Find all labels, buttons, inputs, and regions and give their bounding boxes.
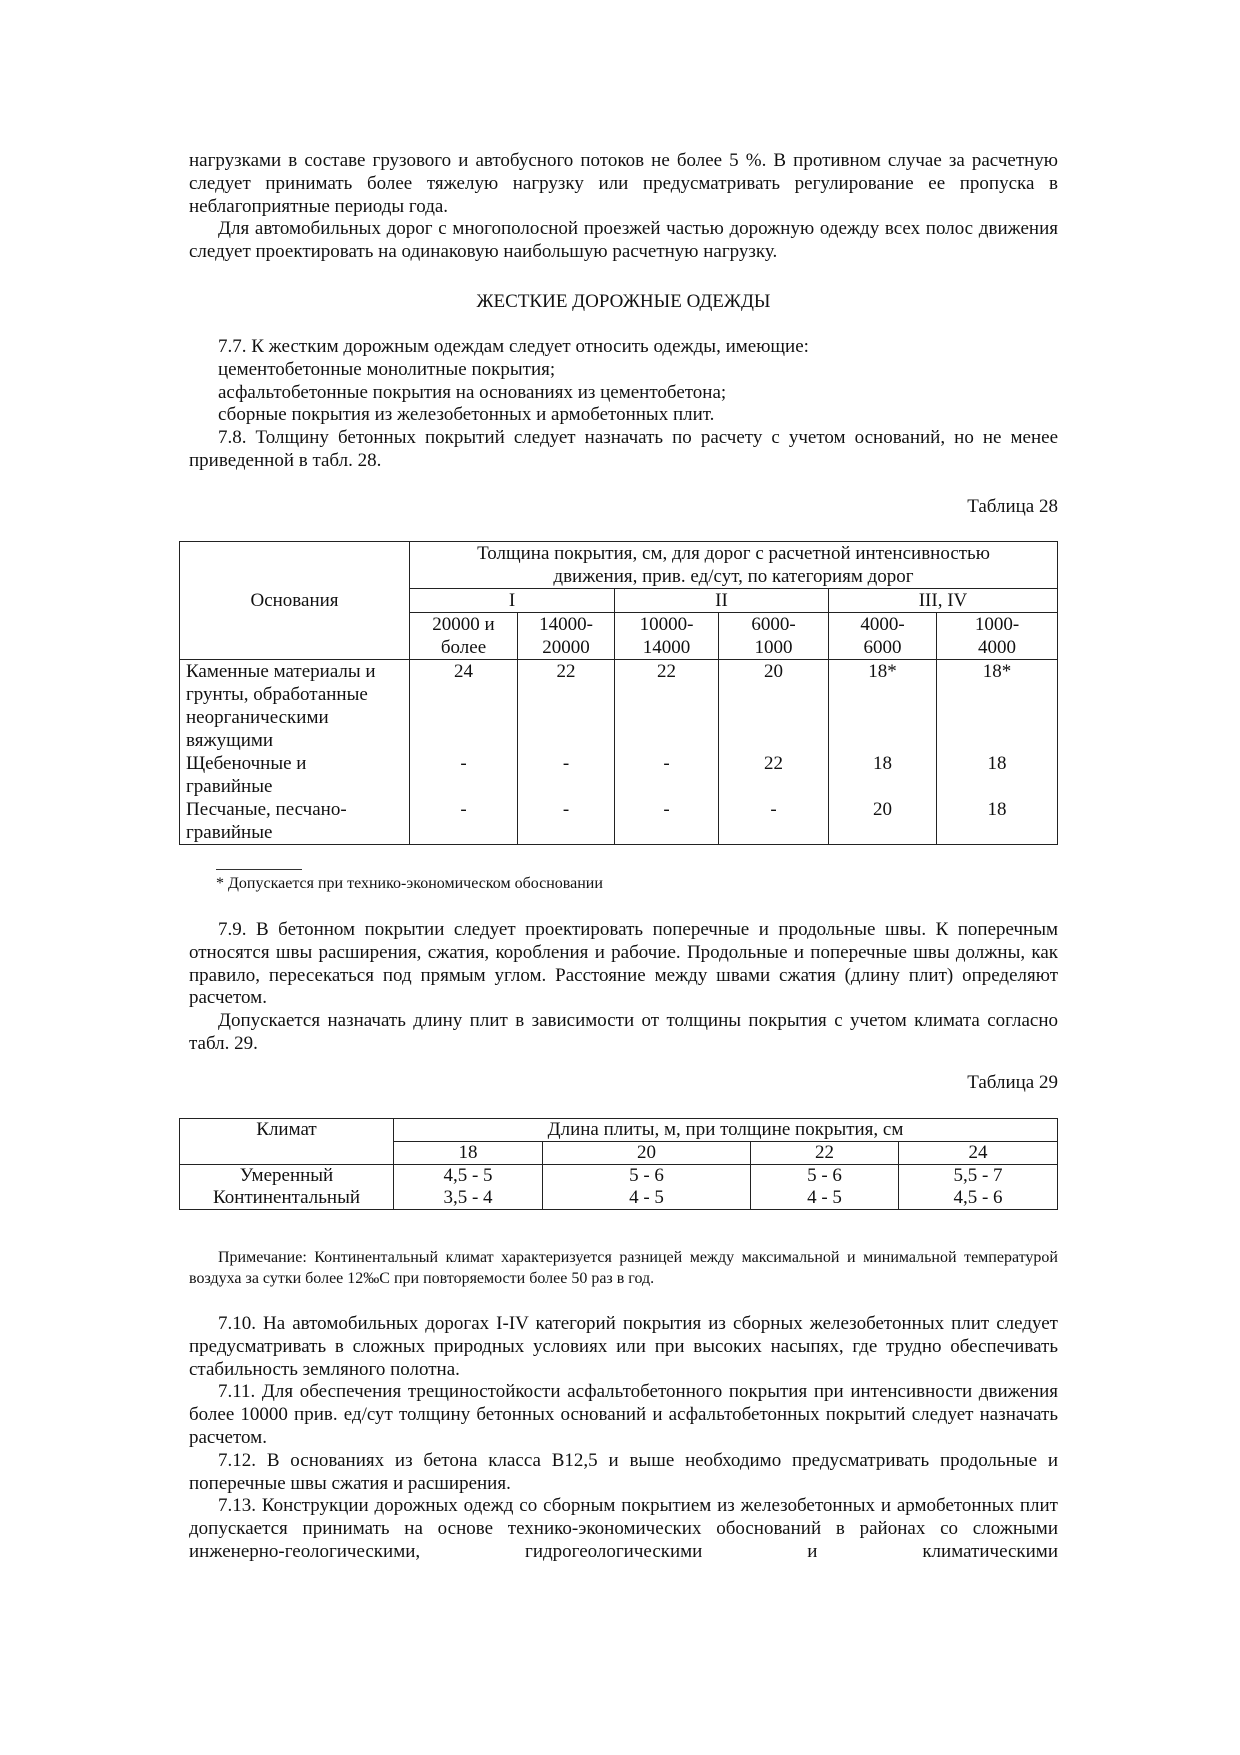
paragraph-slab-length: Допускается назначать длину плит в зависимости от толщины покрытия с учетом климата согласно табл. 29. xyxy=(189,1010,1058,1054)
table-29 xyxy=(179,1118,1058,1210)
clause-7-13: 7.13. Конструкции дорожных одежд со сборным покрытием из железобетонных и армобетонных плит допускается принимать на основе технико-экономических обоснований в районах со сложными инженерно-геологическими, гидрогеологическими и климатическими xyxy=(189,1495,1058,1562)
column-header: 6000- 1000 xyxy=(719,613,829,660)
table-row xyxy=(180,798,1058,845)
column-header: 14000- 20000 xyxy=(518,613,615,660)
column-header: 18 xyxy=(394,1142,543,1165)
table-cell: 18* xyxy=(937,660,1058,753)
table-cell: 22 xyxy=(719,752,829,798)
table-cell: 5,5 - 7 xyxy=(899,1165,1058,1188)
column-header: 4000- 6000 xyxy=(829,613,937,660)
table-28-group-header: Толщина покрытия, см, для дорог с расчетной интенсивностью движения, прив. ед/сут, по категориям дорог xyxy=(410,542,1058,589)
table-cell: 18 xyxy=(937,798,1058,845)
table-cell: 18* xyxy=(829,660,937,753)
table-row xyxy=(180,1187,1058,1210)
paragraph-load-note: нагрузками в составе грузового и автобусного потоков не более 5 %. В противном случае за расчетную следует принимать более тяжелую нагрузку или предусматривать регулирование ее пропуска в неблагоприятные периоды года. xyxy=(189,150,1058,217)
table-cell: 4 - 5 xyxy=(751,1187,899,1210)
paragraph-multilane: Для автомобильных дорог с многополосной проезжей частью дорожную одежду всех полос движения следует проектировать на одинаковую наибольшую расчетную нагрузку. xyxy=(189,218,1058,263)
table-cell: 20 xyxy=(719,660,829,753)
table-cell: 5 - 6 xyxy=(543,1165,751,1188)
row-label: Щебеночные и гравийные xyxy=(180,752,410,798)
table-cell: - xyxy=(719,798,829,845)
intro-text xyxy=(189,150,1058,264)
category-header: II xyxy=(615,589,829,613)
table-29-caption: Таблица 29 xyxy=(967,1072,1058,1093)
clause-7-9 xyxy=(189,919,1058,1056)
table-28-caption: Таблица 28 xyxy=(967,496,1058,517)
clause-7-8: 7.8. Толщину бетонных покрытий следует назначать по расчету с учетом оснований, но не менее приведенной в табл. 28. xyxy=(189,427,1058,471)
clause-7-10: 7.10. На автомобильных дорогах I-IV категорий покрытия из сборных железобетонных плит следует предусматривать в сложных природных условиях или при высоких насыпях, где трудно обеспечивать стабильность земляного полотна. xyxy=(189,1313,1058,1380)
table-cell: 18 xyxy=(829,752,937,798)
column-header: 24 xyxy=(899,1142,1058,1165)
table-28 xyxy=(179,541,1058,845)
table-cell: - xyxy=(615,798,719,845)
table-row xyxy=(180,752,1058,798)
table-cell: - xyxy=(615,752,719,798)
clauses-7-10-to-7-13 xyxy=(189,1313,1058,1564)
clause-7-12: 7.12. В основаниях из бетона класса В12,5 и выше необходимо предусматривать продольные и поперечные швы сжатия и расширения. xyxy=(189,1449,1058,1494)
table-29-note: Примечание: Континентальный климат характеризуется разницей между максимальной и минимальной температурой воздуха за сутки более 12‰С при повторяемости более 50 раз в год. xyxy=(189,1249,1058,1287)
table-cell: 22 xyxy=(615,660,719,753)
row-label: Умеренный xyxy=(180,1165,394,1188)
table-cell: 18 xyxy=(937,752,1058,798)
clause-7-7-intro: 7.7. К жестким дорожным одеждам следует относить одежды, имеющие: xyxy=(218,336,809,357)
row-label: Песчаные, песчано- гравийные xyxy=(180,798,410,845)
column-header: 20000 и более xyxy=(410,613,518,660)
table-29-row-header: Климат xyxy=(180,1119,394,1165)
table-cell: 22 xyxy=(518,660,615,753)
table-cell: - xyxy=(518,752,615,798)
column-header: 10000- 14000 xyxy=(615,613,719,660)
table-cell: 3,5 - 4 xyxy=(394,1187,543,1210)
table-cell: - xyxy=(518,798,615,845)
paragraph-joints: 7.9. В бетонном покрытии следует проектировать поперечные и продольные швы. К поперечным относятся швы расширения, сжатия, коробления и рабочие. Продольные и поперечные швы должны, как правило, пересекаться под прямым углом. Расстояние между швами сжатия (длину плит) определяют расчетом. xyxy=(189,919,1058,1009)
table-cell: - xyxy=(410,752,518,798)
table-28-footnote: * Допускается при технико-экономическом обосновании xyxy=(216,875,603,892)
section-heading: ЖЕСТКИЕ ДОРОЖНЫЕ ОДЕЖДЫ xyxy=(476,291,771,312)
row-label: Континентальный xyxy=(180,1187,394,1210)
list-item: сборные покрытия из железобетонных и армобетонных плит. xyxy=(218,404,715,426)
category-header: I xyxy=(410,589,615,613)
list-item: цементобетонные монолитные покрытия; xyxy=(218,358,556,380)
column-header: 22 xyxy=(751,1142,899,1165)
row-label: Каменные материалы и грунты, обработанные неорганическими вяжущими xyxy=(180,660,410,753)
clause-7-7 xyxy=(189,336,1058,473)
table-row xyxy=(180,1165,1058,1188)
column-header: 20 xyxy=(543,1142,751,1165)
column-header: 1000- 4000 xyxy=(937,613,1058,660)
table-cell: 4,5 - 5 xyxy=(394,1165,543,1188)
table-28-row-header: Основания xyxy=(180,542,410,660)
table-cell: 4 - 5 xyxy=(543,1187,751,1210)
table-cell: 5 - 6 xyxy=(751,1165,899,1188)
table-cell: 20 xyxy=(829,798,937,845)
table-cell: - xyxy=(410,798,518,845)
category-header: III, IV xyxy=(829,589,1058,613)
clause-7-11: 7.11. Для обеспечения трещиностойкости асфальтобетонного покрытия при интенсивности движения более 10000 прив. ед/сут толщину бетонных оснований и асфальтобетонных покрытий следует назначать расчетом. xyxy=(189,1381,1058,1448)
table-cell: 4,5 - 6 xyxy=(899,1187,1058,1210)
list-item: асфальтобетонные покрытия на основаниях из цементобетона; xyxy=(218,381,727,403)
table-row xyxy=(180,660,1058,753)
table-29-group-header: Длина плиты, м, при толщине покрытия, см xyxy=(394,1119,1058,1142)
footnote-rule xyxy=(216,869,302,870)
table-cell: 24 xyxy=(410,660,518,753)
